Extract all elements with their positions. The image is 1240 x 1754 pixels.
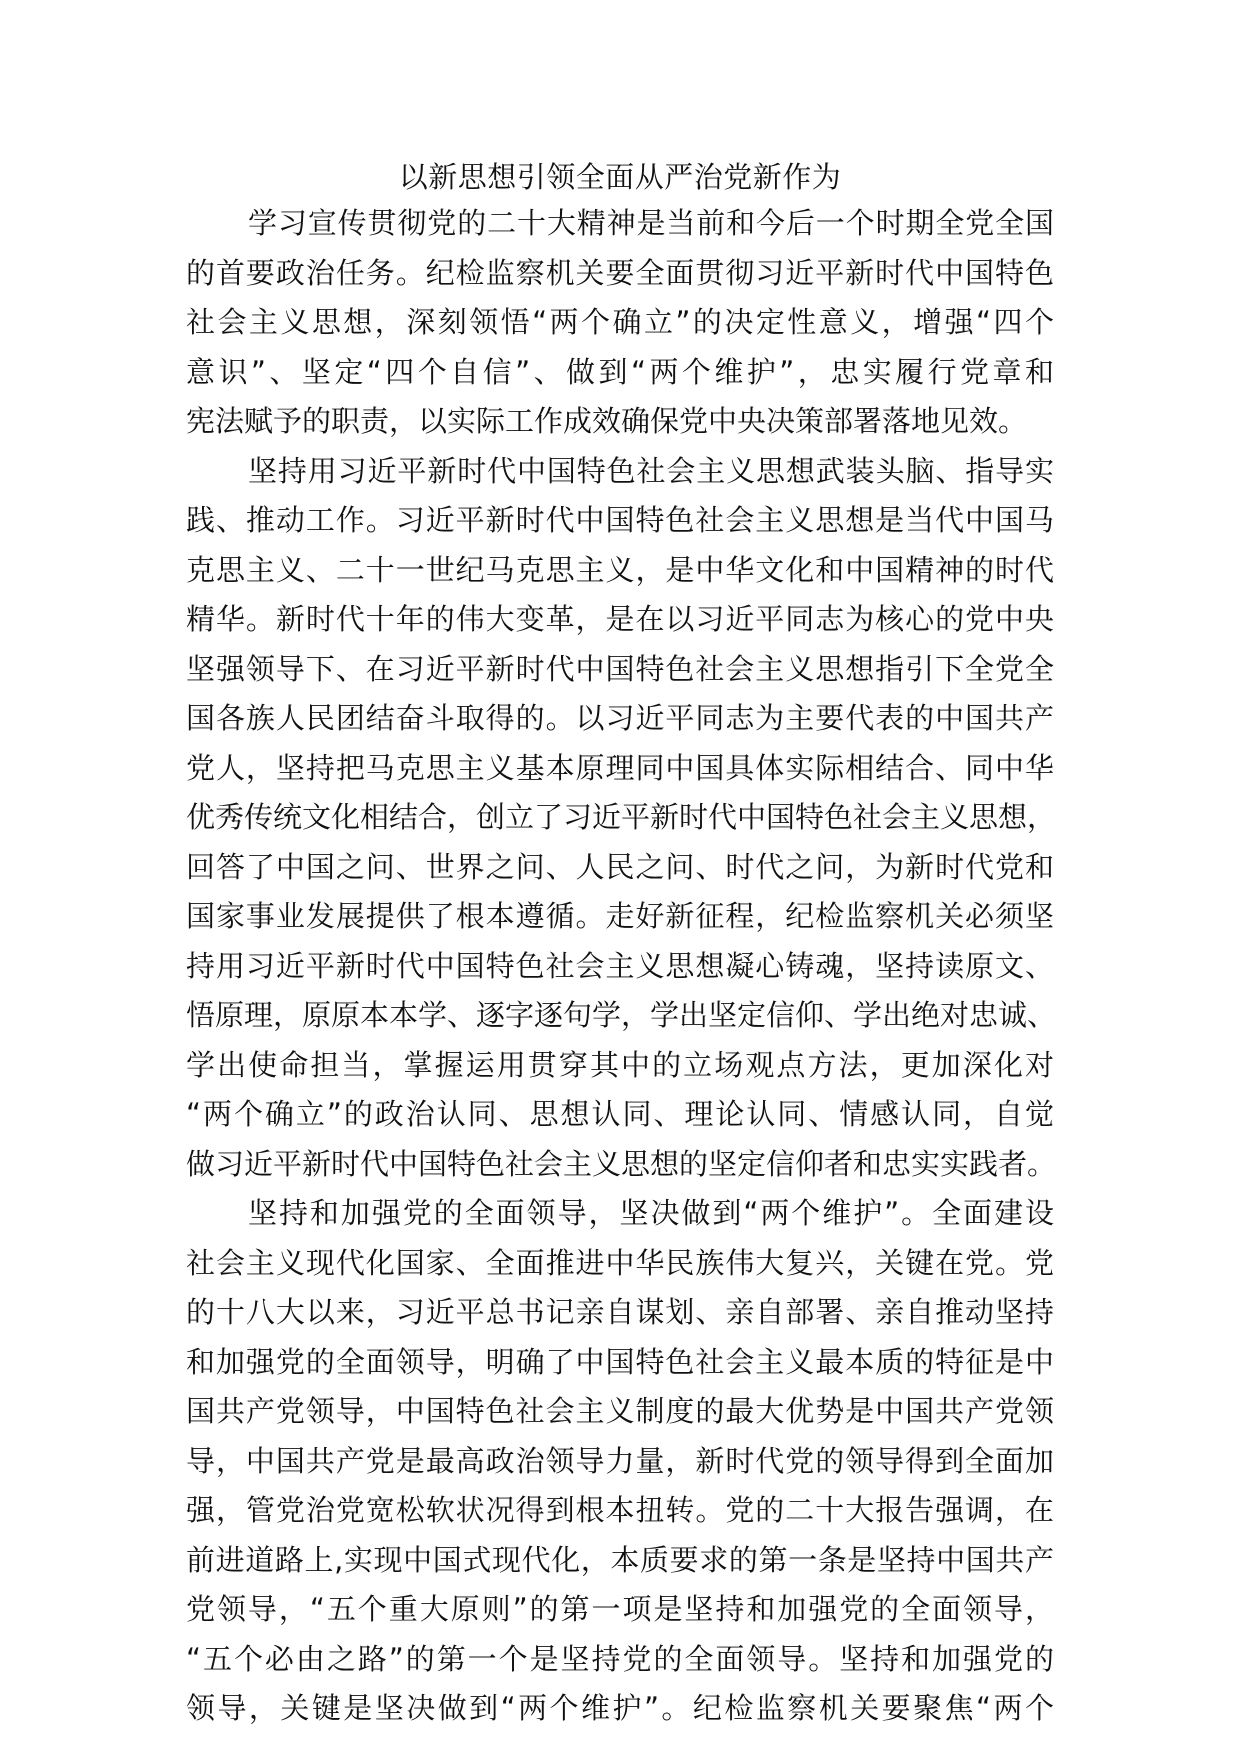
text-line: 的十八大以来，习近平总书记亲自谋划、亲自部署、亲自推动坚持	[186, 1295, 1054, 1329]
text-line: 悟原理，原原本本学、逐字逐句学，学出坚定信仰、学出绝对忠诚、	[186, 998, 1057, 1032]
paragraph-3	[186, 1189, 1054, 1734]
text-line: “五个必由之路”的第一个是坚持党的全面领导。坚持和加强党的	[186, 1641, 1054, 1676]
text-line: 坚持用习近平新时代中国特色社会主义思想武装头脑、指导实	[248, 453, 1054, 488]
text-line: 克思主义、二十一世纪马克思主义，是中华文化和中国精神的时代	[186, 552, 1054, 587]
text-line: “两个确立”的政治认同、思想认同、理论认同、情感认同，自觉	[186, 1097, 1054, 1131]
paragraph-1	[186, 199, 1054, 447]
text-line: 社会主义现代化国家、全面推进中华民族伟大复兴，关键在党。党	[186, 1245, 1054, 1280]
text-line: 坚持和加强党的全面领导，坚决做到“两个维护”。全面建设	[248, 1196, 1054, 1230]
text-line: 意识”、坚定“四个自信”、做到“两个维护”，忠实履行党章和	[186, 354, 1054, 389]
text-line: 优秀传统文化相结合，创立了习近平新时代中国特色社会主义思想，	[186, 800, 1057, 834]
text-line: 践、推动工作。习近平新时代中国特色社会主义思想是当代中国马	[186, 503, 1054, 537]
text-line: 做习近平新时代中国特色社会主义思想的坚定信仰者和忠实实践者。	[186, 1146, 1057, 1181]
text-line: 持用习近平新时代中国特色社会主义思想凝心铸魂，坚持读原文、	[186, 948, 1054, 983]
text-line: 党领导，“五个重大原则”的第一项是坚持和加强党的全面领导，	[186, 1592, 1054, 1626]
text-line: 国共产党领导，中国特色社会主义制度的最大优势是中国共产党领	[186, 1394, 1054, 1428]
text-line: 前进道路上,实现中国式现代化，本质要求的第一条是坚持中国共产	[186, 1542, 1054, 1577]
paragraph-2	[186, 447, 1057, 1190]
text-line: 回答了中国之问、世界之问、人民之问、时代之问，为新时代党和	[186, 849, 1054, 884]
text-line: 社会主义思想，深刻领悟“两个确立”的决定性意义，增强“四个	[186, 305, 1054, 339]
document-body	[186, 199, 1057, 1734]
text-line: 学习宣传贯彻党的二十大精神是当前和今后一个时期全党全国	[248, 206, 1054, 240]
text-line: 的首要政治任务。纪检监察机关要全面贯彻习近平新时代中国特色	[186, 255, 1054, 290]
text-line: 和加强党的全面领导，明确了中国特色社会主义最本质的特征是中	[186, 1344, 1054, 1379]
text-line: 党人，坚持把马克思主义基本原理同中国具体实际相结合、同中华	[186, 750, 1054, 785]
text-line: 领导，关键是坚决做到“两个维护”。纪检监察机关要聚焦“两个	[186, 1691, 1054, 1725]
text-line: 国家事业发展提供了根本遵循。走好新征程，纪检监察机关必须坚	[186, 899, 1054, 933]
text-line: 国各族人民团结奋斗取得的。以习近平同志为主要代表的中国共产	[186, 701, 1054, 735]
document-title: 以新思想引领全面从严治党新作为	[398, 160, 842, 194]
text-line: 强，管党治党宽松软状况得到根本扭转。党的二十大报告强调，在	[186, 1493, 1054, 1527]
text-line: 宪法赋予的职责，以实际工作成效确保党中央决策部署落地见效。	[186, 404, 1028, 438]
text-line: 精华。新时代十年的伟大变革，是在以习近平同志为核心的党中央	[186, 602, 1054, 636]
text-line: 导，中国共产党是最高政治领导力量，新时代党的领导得到全面加	[186, 1443, 1054, 1478]
text-line: 坚强领导下、在习近平新时代中国特色社会主义思想指引下全党全	[186, 651, 1054, 686]
text-line: 学出使命担当，掌握运用贯穿其中的立场观点方法，更加深化对	[186, 1047, 1054, 1082]
